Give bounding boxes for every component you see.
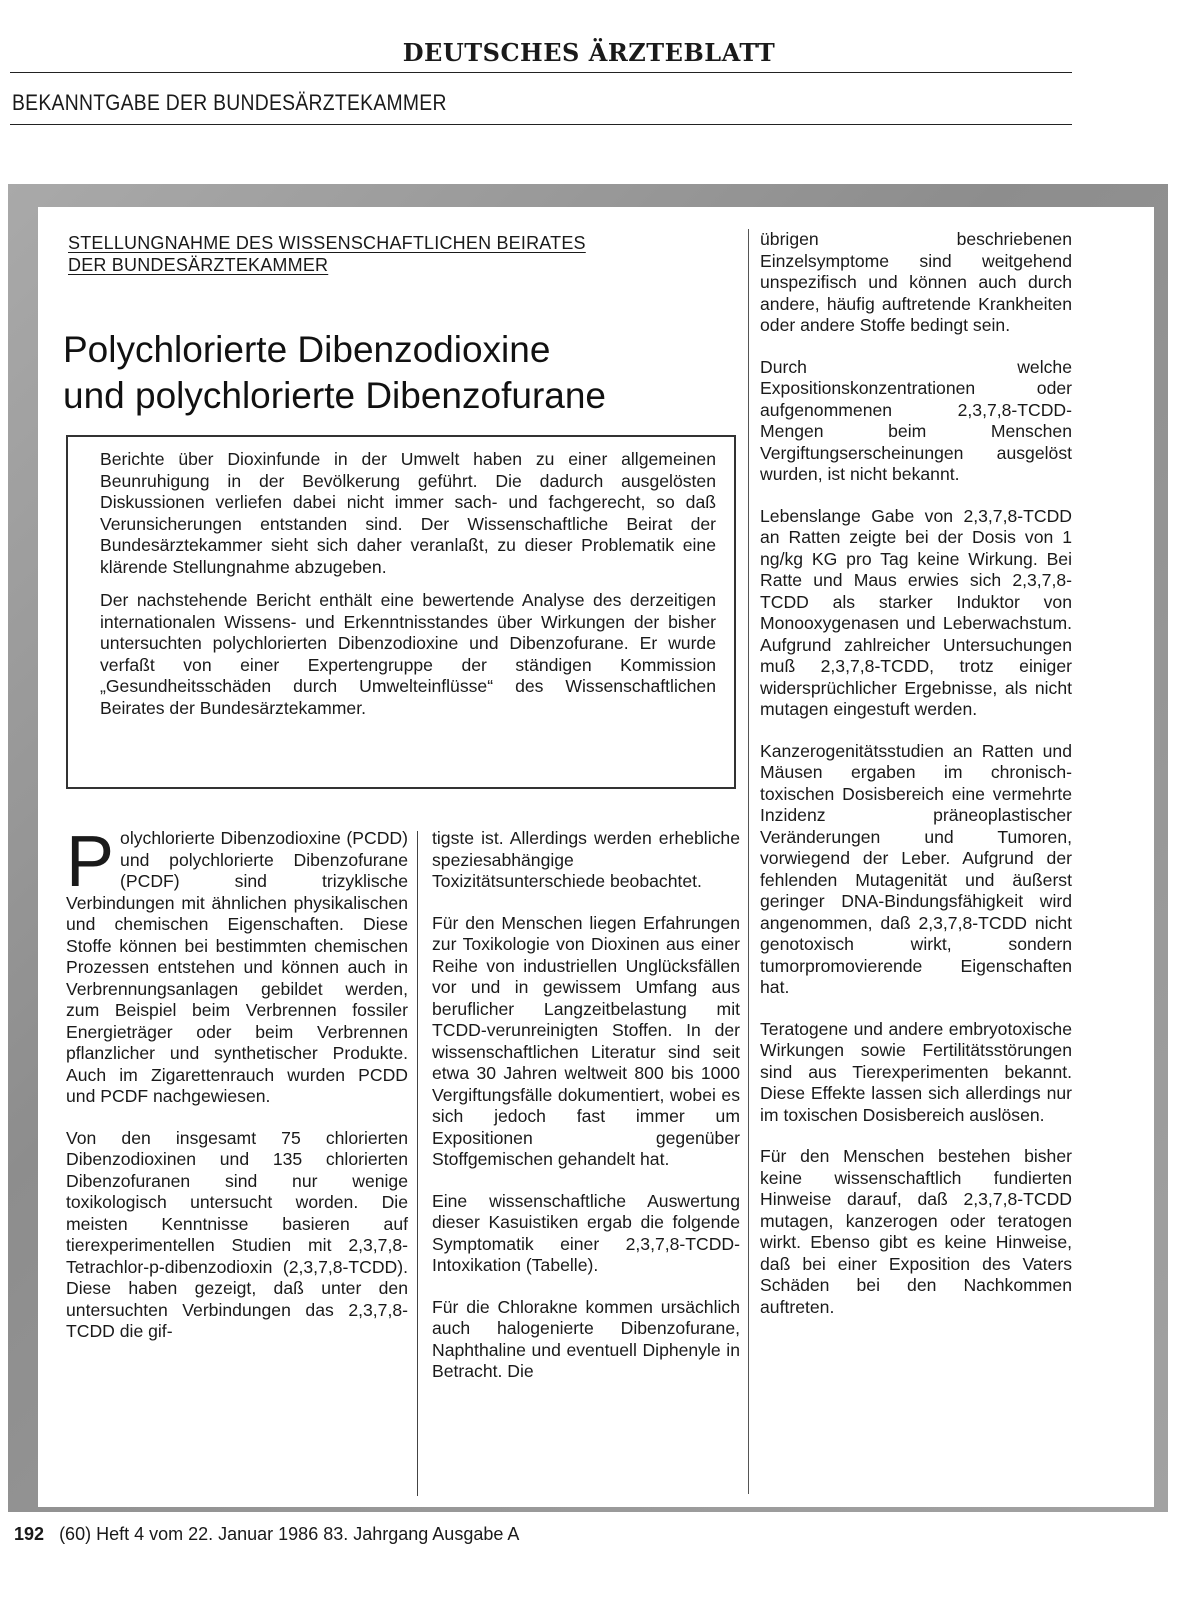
- body-paragraph: Durch welche Expositionskonzentrationen oder aufgenommenen 2,3,7,8-TCDD-Mengen beim Menschen Vergiftungserscheinungen ausgelöst wurden, ist nicht bekannt.: [760, 356, 1072, 484]
- body-paragraph: Für die Chlorakne kommen ursächlich auch halogenierte Dibenzofurane, Naphthaline und eventuell Diphenyle in Betracht. Die: [432, 1296, 740, 1381]
- issue-info: (60) Heft 4 vom 22. Januar 1986 83. Jahrgang Ausgabe A: [59, 1524, 520, 1544]
- abstract-paragraph: Der nachstehende Bericht enthält eine bewertende Analyse des derzeitigen internationalen Wissens- und Erkenntnisstandes über Wirkungen der bisher untersuchten polychlorierten Dibenzodioxine und Dibenzofurane. Er wurde verfaßt von einer Expertengruppe der ständigen Kommission „Gesundheitsschäden durch Umwelteinflüsse“ des Wissenschaftlichen Beirates der Bundesärztekammer.: [100, 590, 716, 718]
- drop-cap: P: [66, 822, 115, 902]
- body-text: olychlorierte Dibenzodioxine (PCDD) und polychlorierte Dibenzofurane (PCDF) sind trizyklische Verbindungen mit ähnlichen physikalischen und chemischen Eigenschaften. Diese Stoffe können bei bestimmten chemischen Prozessen entstehen und können auch in Verbrennungsanlagen gebildet werden, zum Beispiel beim Verbrennen fossiler Energieträger oder beim Verbrennen pflanzlicher und synthetischer Produkte. Auch im Zigarettenrauch wurden PCDD und PCDF nachgewiesen.: [66, 828, 408, 1106]
- body-paragraph: Für den Menschen bestehen bisher keine wissenschaftlich fundierten Hinweise darauf, daß 2,3,7,8-TCDD mutagen, kanzerogen oder teratogen wirkt. Ebenso gibt es keine Hinweise, daß bei einer Exposition des Vaters Schäden bei den Nachkommen auftreten.: [760, 1146, 1072, 1317]
- body-paragraph: Lebenslange Gabe von 2,3,7,8-TCDD an Ratten zeigte bei der Dosis von 1 ng/kg KG pro Tag keine Wirkung. Bei Ratte und Maus erwies sich 2,3,7,8-TCDD als starker Induktor von Monooxygenasen und Leberwachstum. Aufgrund zahlreicher Untersuchungen muß 2,3,7,8-TCDD, trotz einiger widersprüchlicher Ergebnisse, als nicht mutagen eingestuft werden.: [760, 505, 1072, 719]
- kicker-line-1: STELLUNGNAHME DES WISSENSCHAFTLICHEN BEIRATES: [68, 233, 586, 253]
- body-paragraph: Für den Menschen liegen Erfahrungen zur Toxikologie von Dioxinen aus einer Reihe von industriellen Unglücksfällen vor und in gewissem Umfang aus beruflicher Langzeitbelastung mit TCDD-verunreinigten Stoffen. In der wissenschaftlichen Literatur sind seit etwa 30 Jahren weltweit 800 bis 1000 Vergiftungsfälle dokumentiert, wobei es sich jedoch fast immer um Expositionen gegenüber Stoffgemischen gehandelt hat.: [432, 912, 740, 1169]
- column-1: [66, 822, 408, 1363]
- column-divider: [417, 831, 418, 1496]
- article-kicker: [68, 232, 586, 276]
- body-paragraph: Eine wissenschaftliche Auswertung dieser Kasuistiken ergab die folgende Symptomatik einer 2,3,7,8-TCDD-Intoxikation (Tabelle).: [432, 1190, 740, 1275]
- body-paragraph: Von den insgesamt 75 chlorierten Dibenzodioxinen und 135 chlorierten Dibenzofuranen sind nur wenige toxikologisch untersucht worden. Die meisten Kenntnisse basieren auf tierexperimentellen Studien mit 2,3,7,8-Tetrachlor-p-dibenzodioxin (2,3,7,8-TCDD). Diese haben gezeigt, daß unter den untersuchten Verbindungen das 2,3,7,8-TCDD die gif-: [66, 1127, 408, 1341]
- column-3: [760, 229, 1072, 1338]
- abstract-paragraph: Berichte über Dioxinfunde in der Umwelt haben zu einer allgemeinen Beunruhigung in der Bevölkerung geführt. Die dadurch ausgelösten Diskussionen verliefen dabei nicht immer sach- und fachgerecht, so daß Verunsicherungen entstanden sind. Der Wissenschaftliche Beirat der Bundesärztekammer sieht sich daher veranlaßt, zu dieser Problematik eine klärende Stellungnahme abzugeben.: [100, 449, 716, 577]
- article-title: [63, 327, 606, 419]
- page-number: 192: [14, 1524, 45, 1544]
- kicker-line-2: DER BUNDESÄRZTEKAMMER: [68, 255, 329, 275]
- abstract-box: [66, 435, 736, 789]
- page-footer: [14, 1524, 519, 1545]
- body-paragraph: Teratogene und andere embryotoxische Wirkungen sowie Fertilitätsstörungen sind aus Tierexperimenten bekannt. Diese Effekte lassen sich allerdings nur im toxischen Dosisbereich auslösen.: [760, 1018, 1072, 1125]
- column-divider: [748, 229, 749, 1494]
- body-paragraph: Kanzerogenitätsstudien an Ratten und Mäusen ergaben im chronisch-toxischen Dosisbereich eine vermehrte Inzidenz präneoplastischer Veränderungen und Tumoren, vorwiegend der Leber. Aufgrund der fehlenden Mutagenität und äußerst geringer DNA-Bindungsfähigkeit wird angenommen, daß 2,3,7,8-TCDD nicht genotoxisch wirkt, sondern tumorpromovierende Eigenschaften hat.: [760, 740, 1072, 997]
- article-frame: [8, 184, 1168, 1512]
- header-rule: [10, 72, 1072, 73]
- body-paragraph: [66, 822, 408, 1108]
- title-line-2: und polychlorierte Dibenzofurane: [63, 375, 607, 416]
- body-paragraph: übrigen beschriebenen Einzelsymptome sind weitgehend unspezifisch und können auch durch andere, häufig auftretende Krankheiten oder andere Stoffe bedingt sein.: [760, 229, 1072, 335]
- body-paragraph: tigste ist. Allerdings werden erhebliche speziesabhängige Toxizitätsunterschiede beobachtet.: [432, 828, 740, 891]
- section-rule: [10, 124, 1072, 125]
- section-heading: BEKANNTGABE DER BUNDESÄRZTEKAMMER: [12, 90, 447, 115]
- column-2: [432, 828, 740, 1403]
- article-panel: [38, 207, 1154, 1507]
- masthead: DEUTSCHES ÄRZTEBLATT: [402, 38, 776, 67]
- title-line-1: Polychlorierte Dibenzodioxine: [63, 329, 551, 370]
